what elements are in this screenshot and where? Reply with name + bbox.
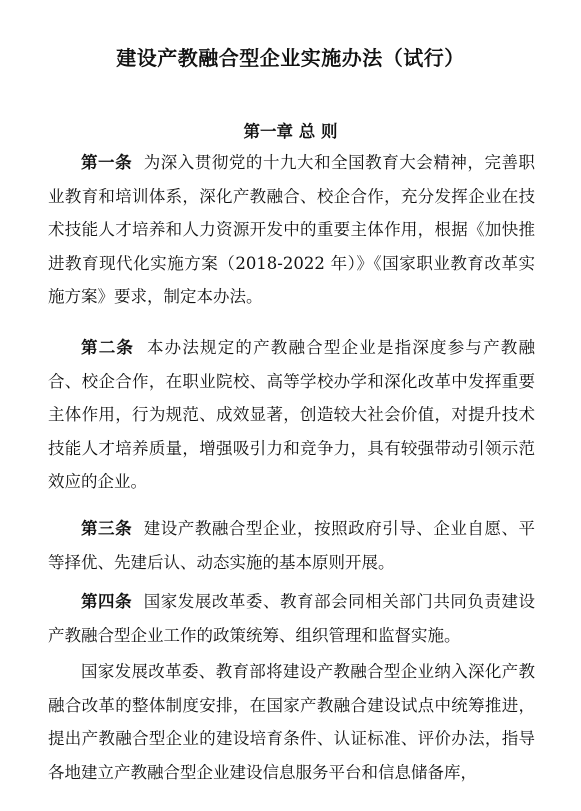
article-text: 本办法规定的产教融合型企业是指深度参与产教融合、校企合作，在职业院校、高等学校办学和深化改革中发挥重要主体作用，行为规范、成效显著，创造较大社会价值，对提升技术技能人才培养质量，增强吸引力和竞争力，具有较强带动引领示范效应的企业。 bbox=[48, 338, 535, 491]
article-text: 为深入贯彻党的十九大和全国教育大会精神，完善职业教育和培训体系，深化产教融合、校企合作，充分发挥企业在技术技能人才培养和人力资源开发中的重要主体作用，根据《加快推进教育现代化实施方案（2018-2022 年）》《国家职业教育改革实施方案》要求，制定本办法。 bbox=[48, 153, 536, 306]
article-number: 第一条 bbox=[81, 153, 133, 172]
article-number: 第三条 bbox=[81, 519, 133, 538]
article-paragraph bbox=[48, 331, 535, 499]
article-text: 国家发展改革委、教育部会同相关部门共同负责建设产教融合型企业工作的政策统筹、组织管理和监督实施。 bbox=[48, 592, 536, 645]
article-number: 第二条 bbox=[81, 338, 135, 357]
article-text: 建设产教融合型企业，按照政府引导、企业自愿、平等择优、先建后认、动态实施的基本原则开展。 bbox=[48, 519, 536, 572]
article-number: 第四条 bbox=[81, 592, 133, 611]
document-title: 建设产教融合型企业实施办法（试行） bbox=[116, 46, 465, 70]
article-paragraph bbox=[48, 146, 535, 314]
continuation-paragraph: 国家发展改革委、教育部将建设产教融合型企业纳入深化产教融合改革的整体制度安排，在国家产教融合建设试点中统筹推进，提出产教融合型企业的建设培育条件、认证标准、评价办法，指导各地建立产教融合型企业建设信息服务平台和信息储备库， bbox=[48, 662, 535, 782]
article-paragraph bbox=[48, 585, 535, 652]
article-paragraph bbox=[48, 512, 535, 579]
chapter-heading: 第一章 总 则 bbox=[243, 122, 338, 141]
